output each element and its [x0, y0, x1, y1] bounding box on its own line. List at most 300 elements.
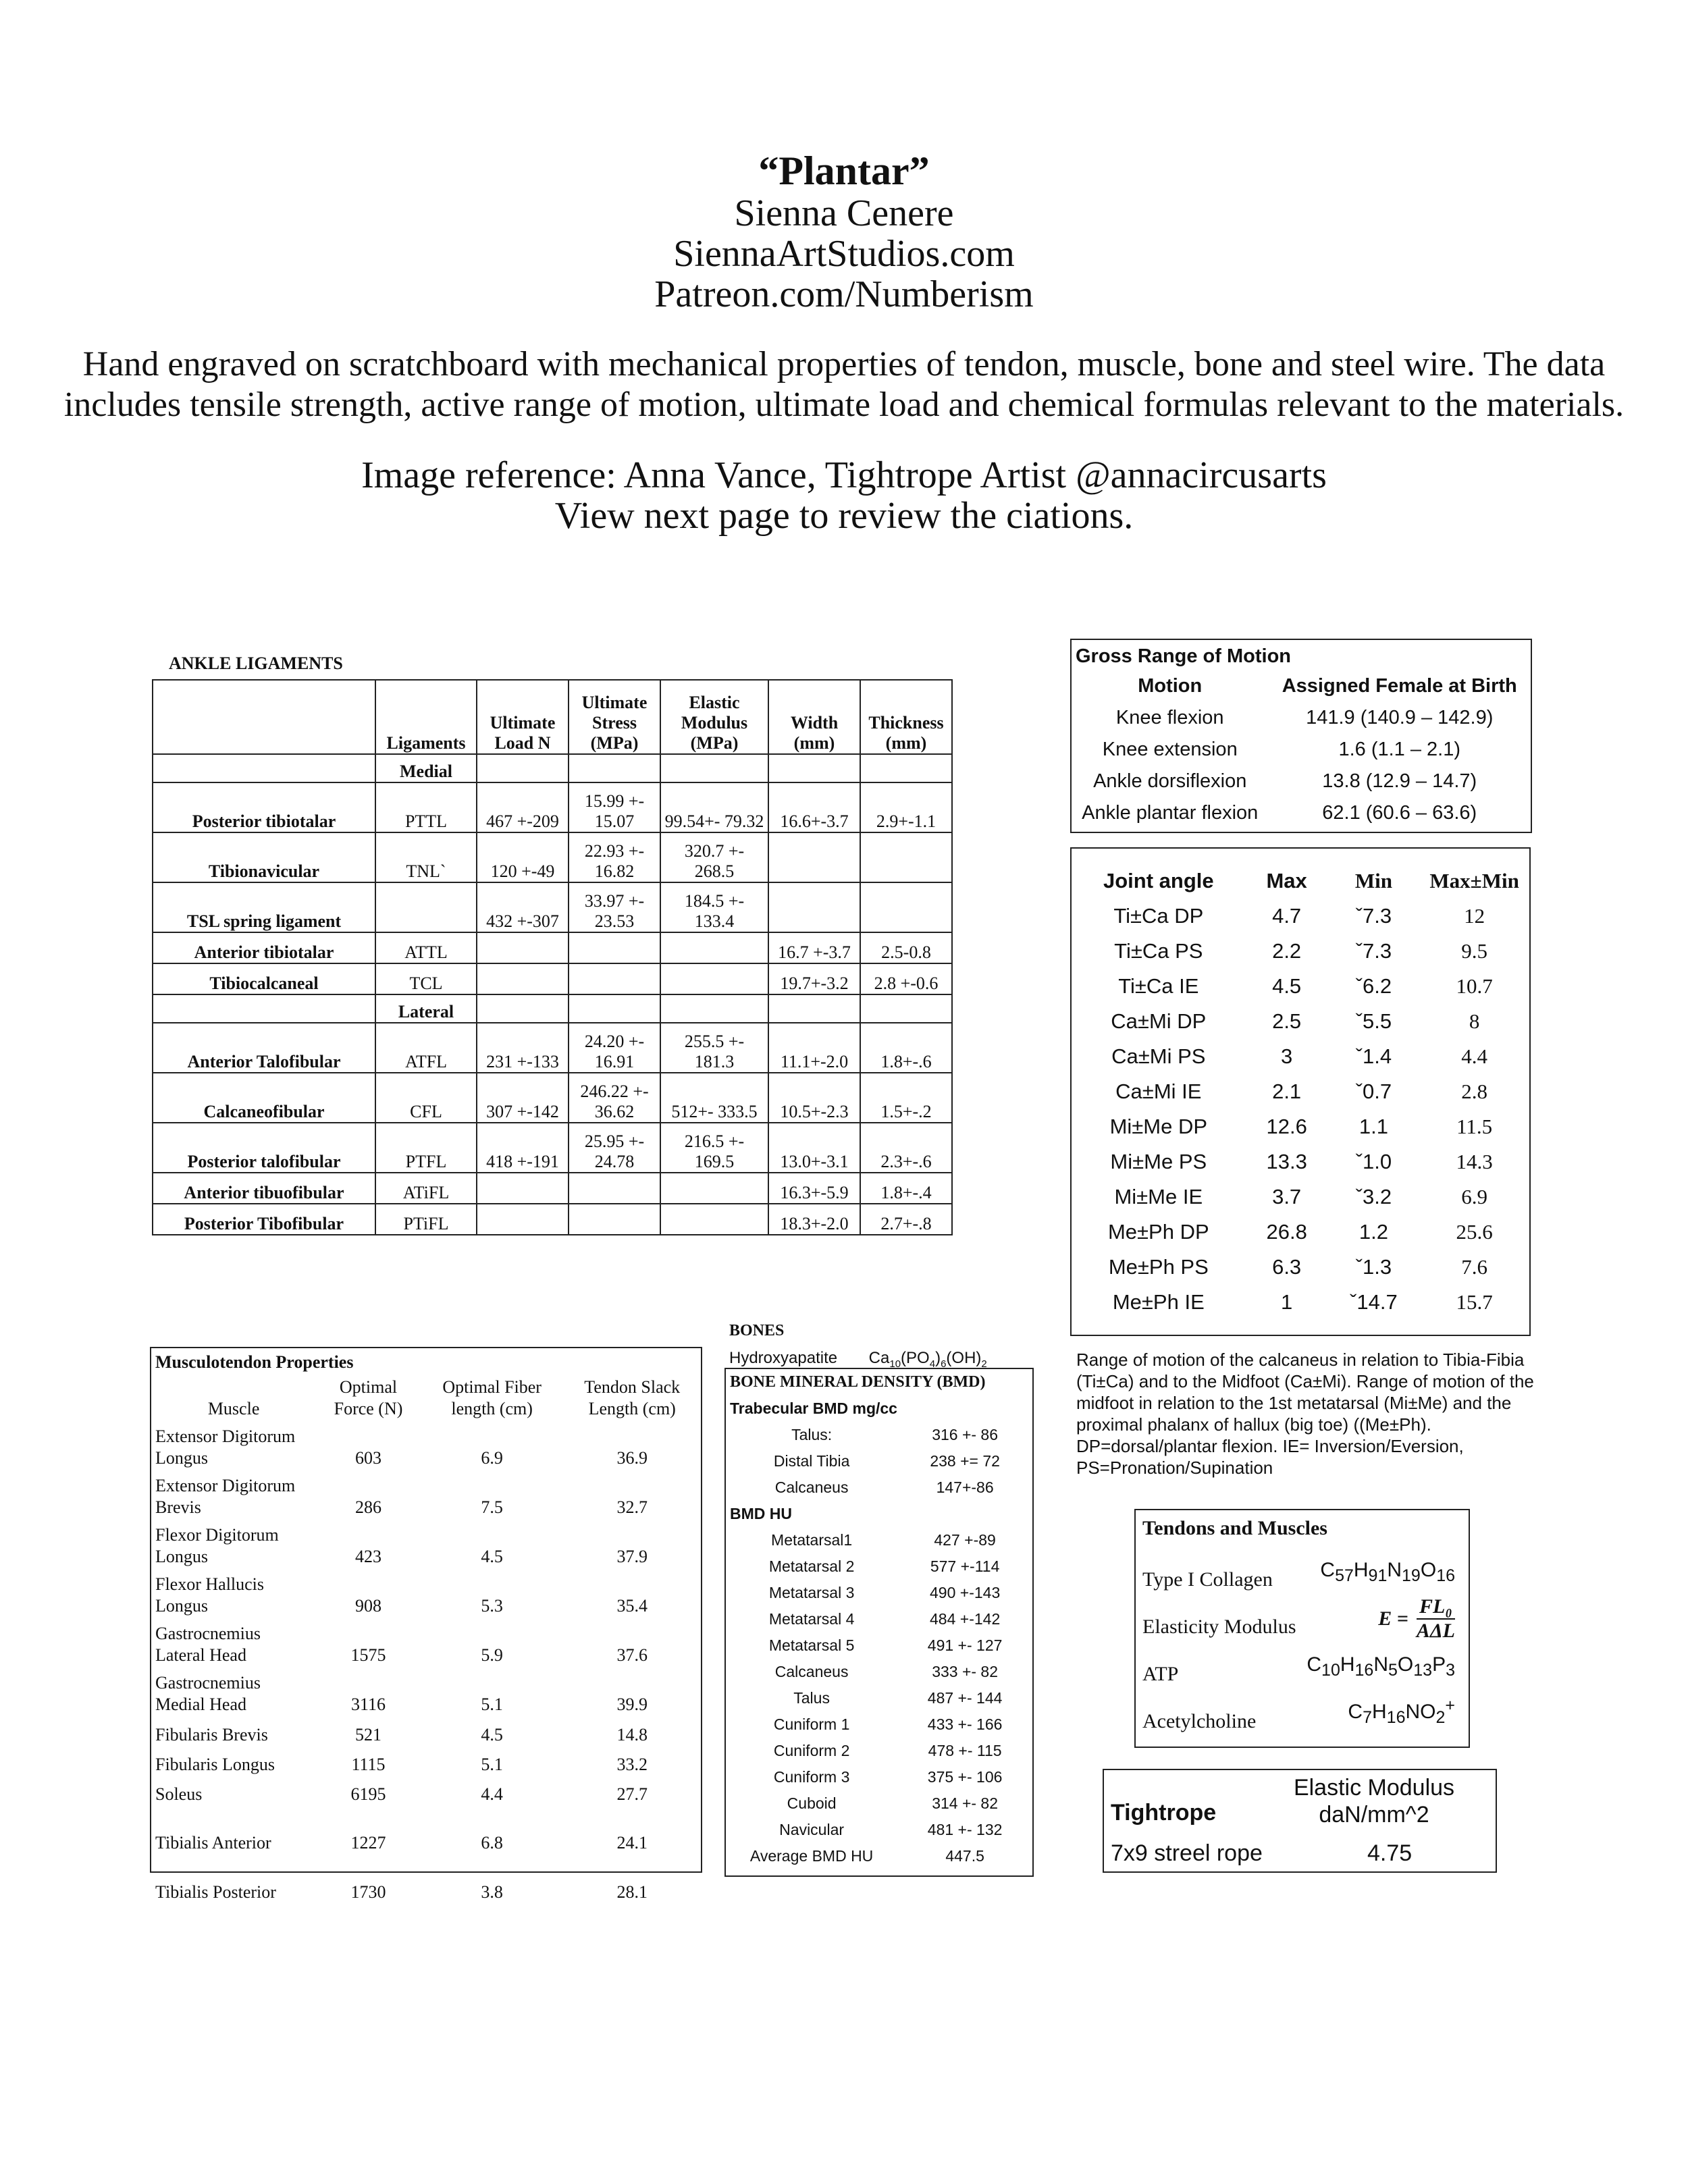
col-header: Motion: [1138, 675, 1203, 697]
motion-name: Ankle plantar flexion: [1082, 802, 1259, 824]
optimal-force: 1227: [350, 1833, 386, 1853]
motion-name: Ankle dorsiflexion: [1093, 770, 1247, 792]
page-title: “Plantar”: [758, 149, 930, 193]
ligament-modulus: 512+- 333.5: [660, 1073, 768, 1123]
joint-name: Ca±Mi IE: [1115, 1080, 1202, 1103]
ligament-load: [477, 963, 569, 994]
section-row: [153, 754, 952, 782]
joint-min: ˇ7.3: [1355, 904, 1392, 928]
joint-max: 4.5: [1272, 974, 1302, 998]
ligament-stress: 246.22 +- 36.62: [569, 1073, 660, 1123]
optimal-fiber-length: 7.5: [481, 1497, 503, 1517]
bone-value: 478 +- 115: [928, 1742, 1002, 1759]
joint-min: ˇ6.2: [1355, 974, 1392, 998]
joint-name: Ca±Mi DP: [1111, 1009, 1207, 1033]
joint-row: [1072, 1250, 1529, 1285]
atp-formula: $C_{10}H_{16}N_5O_{13}P_3$: [1307, 1653, 1455, 1680]
motion-value: 1.6 (1.1 – 2.1): [1338, 739, 1461, 760]
ligament-width: [768, 882, 860, 932]
optimal-force: 286: [355, 1497, 382, 1517]
ligament-row: [153, 832, 952, 882]
joint-max: 12.6: [1266, 1115, 1307, 1138]
tendon-slack-length: 37.9: [616, 1547, 648, 1566]
col-header: Assigned Female at Birth: [1282, 675, 1517, 697]
ligament-stress: [569, 1173, 660, 1204]
joint-row: [1072, 1285, 1529, 1320]
muscle-name: Flexor Hallucis Longus: [155, 1574, 265, 1616]
bone-value: 577 +-114: [930, 1557, 1000, 1575]
bones-label: BONES: [729, 1322, 785, 1339]
joint-row: [1072, 969, 1529, 1004]
bmd-row: [726, 1606, 1032, 1632]
ligament-thick: 2.8 +-0.6: [860, 963, 952, 994]
bone-name: Metatarsal 5: [768, 1636, 855, 1654]
ligament-stress: 22.93 +- 16.82: [569, 832, 660, 882]
muscle-name: Extensor Digitorum Longus: [155, 1427, 296, 1468]
musculotendon-title: Musculotendon Properties: [155, 1352, 354, 1372]
optimal-force: 1730: [350, 1882, 386, 1902]
bone-name: Average BMD HU: [749, 1847, 874, 1865]
ligament-abbr: TCL: [375, 963, 477, 994]
author: Sienna Cenere: [734, 192, 954, 234]
bmd-section-head: Trabecular BMD mg/cc: [730, 1400, 897, 1417]
ligament-thick: 1.8+-.6: [860, 1023, 952, 1073]
ligament-width: 16.6+-3.7: [768, 782, 860, 832]
optimal-fiber-length: 3.8: [481, 1882, 503, 1902]
col-header: Muscle: [207, 1399, 260, 1418]
ligament-load: 231 +-133: [477, 1023, 569, 1073]
ligament-load: 120 +-49: [477, 832, 569, 882]
motion-row: [1072, 702, 1531, 734]
ligament-stress: 25.95 +- 24.78: [569, 1123, 660, 1173]
ligament-name: Posterior tibiotalar: [153, 782, 375, 832]
bone-value: 487 +- 144: [927, 1689, 1003, 1707]
joint-range: 11.5: [1456, 1115, 1493, 1138]
ligament-row: [153, 1173, 952, 1204]
atp-label: ATP: [1142, 1663, 1179, 1685]
hydroxyapatite-label: Hydroxyapatite: [729, 1349, 838, 1367]
tightrope-box: [1103, 1769, 1497, 1873]
muscle-row: [151, 1775, 701, 1805]
bmd-title: BONE MINERAL DENSITY (BMD): [730, 1373, 986, 1391]
joint-max: 2.1: [1272, 1080, 1302, 1103]
col-header: Elastic Modulus (MPa): [660, 680, 768, 754]
bone-value: 433 +- 166: [927, 1715, 1003, 1733]
joint-min: ˇ5.5: [1355, 1009, 1392, 1033]
joint-angle-table: [1072, 863, 1529, 1320]
bone-value: 316 +- 86: [932, 1426, 999, 1443]
bmd-row: [726, 1474, 1032, 1501]
muscle-row: [151, 1568, 701, 1617]
bmd-row: [726, 1553, 1032, 1580]
ligament-thick: 1.5+-.2: [860, 1073, 952, 1123]
tendon-slack-length: 33.2: [616, 1755, 648, 1774]
ligament-row: [153, 1204, 952, 1235]
joint-min: 1.2: [1359, 1220, 1388, 1244]
ankle-ligaments-table: [152, 679, 953, 1235]
bone-name: Metatarsal 4: [768, 1610, 855, 1628]
bone-value: 484 +-142: [930, 1610, 1001, 1628]
bmd-section-head: BMD HU: [730, 1505, 792, 1522]
bmd-row: [726, 1422, 1032, 1448]
optimal-force: 6195: [350, 1784, 386, 1804]
joint-range: 4.4: [1461, 1044, 1487, 1068]
muscle-row: [151, 1745, 701, 1775]
joint-row: [1072, 1004, 1529, 1039]
ligament-stress: 15.99 +- 15.07: [569, 782, 660, 832]
optimal-fiber-length: 5.3: [481, 1596, 503, 1616]
muscle-row: [151, 1617, 701, 1666]
optimal-fiber-length: 5.1: [481, 1695, 503, 1714]
muscle-row: [151, 1420, 701, 1469]
joint-min: ˇ1.4: [1355, 1044, 1392, 1068]
bone-value: 333 +- 82: [932, 1663, 999, 1680]
joint-range: 14.3: [1456, 1150, 1493, 1173]
ligament-stress: 24.20 +- 16.91: [569, 1023, 660, 1073]
section-label: Lateral: [375, 994, 477, 1023]
ligament-row: [153, 1073, 952, 1123]
collagen-label: Type I Collagen: [1142, 1568, 1273, 1591]
hydroxyapatite-row: [729, 1349, 987, 1370]
joint-name: Ca±Mi PS: [1111, 1044, 1206, 1068]
ligament-modulus: [660, 963, 768, 994]
muscle-row: [151, 1666, 701, 1715]
bmd-section-row: [726, 1395, 1032, 1422]
ligament-thick: [860, 882, 952, 932]
optimal-force: 1115: [351, 1755, 386, 1774]
section-label: Medial: [375, 754, 477, 782]
ligament-stress: 33.97 +- 23.53: [569, 882, 660, 932]
tendon-slack-length: 27.7: [616, 1784, 648, 1804]
ligament-abbr: ATiFL: [375, 1173, 477, 1204]
next-page-note: View next page to review the ciations.: [554, 495, 1134, 537]
eq-lhs: E: [1378, 1607, 1392, 1630]
col-header: Ultimate Stress (MPa): [569, 680, 660, 754]
joint-max: 2.2: [1272, 939, 1302, 963]
ligament-name: Anterior tibiotalar: [153, 932, 375, 963]
bone-mineral-density-box: [724, 1368, 1034, 1877]
ligament-load: 418 +-191: [477, 1123, 569, 1173]
optimal-fiber-length: 6.8: [481, 1833, 503, 1853]
joint-row: [1072, 899, 1529, 934]
bmd-row: [726, 1790, 1032, 1817]
joint-max: 4.7: [1272, 904, 1302, 928]
bone-value: 491 +- 127: [927, 1636, 1003, 1654]
ligament-abbr: ATTL: [375, 932, 477, 963]
ligament-abbr: ATFL: [375, 1023, 477, 1073]
ligament-name: Posterior Tibofibular: [153, 1204, 375, 1235]
bone-name: Cuboid: [787, 1794, 837, 1812]
muscle-name: Gastrocnemius Lateral Head: [155, 1624, 261, 1665]
tightrope-material: 7x9 streel rope: [1111, 1840, 1263, 1866]
ligament-name: Anterior Talofibular: [153, 1023, 375, 1073]
bmd-row: [726, 1527, 1032, 1553]
joint-max: 1: [1281, 1290, 1293, 1314]
ankle-ligaments-label: ANKLE LIGAMENTS: [169, 654, 343, 673]
ligament-thick: 1.8+-.4: [860, 1173, 952, 1204]
col-header: Ultimate Load N: [477, 680, 569, 754]
tendon-slack-length: 35.4: [616, 1596, 648, 1616]
bmd-row: [726, 1843, 1032, 1869]
musculotendon-box: [150, 1347, 702, 1902]
ligament-row: [153, 1123, 952, 1173]
joint-min: ˇ1.0: [1355, 1150, 1392, 1173]
joint-row: [1072, 1215, 1529, 1250]
ligament-abbr: TNL`: [375, 832, 477, 882]
joint-min: ˇ7.3: [1355, 939, 1392, 963]
col-header: Max±Min: [1429, 869, 1519, 893]
joint-name: Me±Ph DP: [1107, 1220, 1209, 1244]
ligament-load: 432 +-307: [477, 882, 569, 932]
bone-value: 427 +-89: [934, 1531, 996, 1549]
acetylcholine-label: Acetylcholine: [1142, 1710, 1257, 1732]
bmd-row: [726, 1764, 1032, 1790]
ligament-row: [153, 782, 952, 832]
muscle-name: Extensor Digitorum Brevis: [155, 1476, 296, 1517]
ligament-abbr: PTiFL: [375, 1204, 477, 1235]
ligament-abbr: PTFL: [375, 1123, 477, 1173]
joint-range: 7.6: [1461, 1255, 1487, 1279]
joint-range: 25.6: [1456, 1220, 1493, 1244]
col-header: Max: [1266, 869, 1307, 893]
ligament-modulus: 184.5 +- 133.4: [660, 882, 768, 932]
ligament-modulus: [660, 1204, 768, 1235]
joint-name: Ti±Ca PS: [1114, 939, 1203, 963]
tendon-slack-length: 24.1: [616, 1833, 648, 1853]
ligament-load: 307 +-142: [477, 1073, 569, 1123]
motion-value: 62.1 (60.6 – 63.6): [1322, 802, 1477, 824]
bone-name: Navicular: [779, 1821, 845, 1838]
muscle-name: Fibularis Longus: [155, 1755, 275, 1774]
tendon-slack-length: 39.9: [616, 1695, 648, 1714]
optimal-fiber-length: 4.4: [481, 1784, 503, 1804]
tendon-slack-length: 14.8: [616, 1725, 648, 1744]
joint-range: 8: [1469, 1009, 1480, 1033]
optimal-fiber-length: 4.5: [481, 1547, 503, 1566]
bone-name: Metatarsal 3: [768, 1584, 855, 1601]
ligament-name: Calcaneofibular: [153, 1073, 375, 1123]
tightrope-modulus-header: Elastic Modulus daN/mm^2: [1293, 1775, 1455, 1828]
eq-numerator: FL₀: [1417, 1595, 1455, 1620]
bone-value: 238 += 72: [930, 1452, 1000, 1470]
ligament-modulus: [660, 1173, 768, 1204]
optimal-force: 423: [355, 1547, 382, 1566]
tendon-slack-length: 37.6: [616, 1645, 648, 1665]
ligament-name: Anterior tibuofibular: [153, 1173, 375, 1204]
tightrope-value: 4.75: [1367, 1840, 1413, 1866]
joint-angle-box: [1070, 847, 1531, 1336]
col-header: [153, 680, 375, 754]
joint-name: Mi±Me IE: [1114, 1185, 1203, 1208]
tendon-slack-length: 36.9: [616, 1448, 648, 1468]
joint-row: [1072, 934, 1529, 969]
joint-name: Me±Ph PS: [1108, 1255, 1209, 1279]
ligament-width: 11.1+-2.0: [768, 1023, 860, 1073]
muscle-row: [151, 1854, 701, 1903]
motion-row: [1072, 797, 1531, 829]
joint-range: 9.5: [1461, 939, 1487, 963]
col-header: Optimal Fiber length (cm): [442, 1377, 542, 1418]
muscle-name: Gastrocnemius Medial Head: [155, 1673, 261, 1714]
ligament-width: 19.7+-3.2: [768, 963, 860, 994]
col-header: Joint angle: [1103, 869, 1214, 893]
motion-name: Knee extension: [1102, 739, 1238, 760]
muscle-name: Tibialis Anterior: [155, 1833, 271, 1853]
col-header: Ligaments: [375, 680, 477, 754]
joint-range: 2.8: [1461, 1080, 1487, 1103]
muscle-name: Tibialis Posterior: [155, 1882, 276, 1902]
joint-name: Mi±Me PS: [1110, 1150, 1207, 1173]
bone-name: Distal Tibia: [773, 1452, 850, 1470]
joint-row: [1072, 1179, 1529, 1215]
bone-name: Cuniform 3: [773, 1768, 850, 1786]
motion-value: 13.8 (12.9 – 14.7): [1322, 770, 1477, 792]
col-header: Optimal Force (N): [334, 1377, 403, 1418]
ligament-row: [153, 882, 952, 932]
joint-range: 10.7: [1456, 974, 1493, 998]
joint-min: 1.1: [1359, 1115, 1388, 1138]
collagen-row: [1136, 1552, 1469, 1599]
ligament-load: [477, 1204, 569, 1235]
bone-name: Cuniform 1: [773, 1715, 850, 1733]
ligament-thick: 2.3+-.6: [860, 1123, 952, 1173]
joint-row: [1072, 1109, 1529, 1144]
bone-value: 481 +- 132: [927, 1821, 1003, 1838]
ligament-name: TSL spring ligament: [153, 882, 375, 932]
motion-name: Knee flexion: [1115, 707, 1224, 728]
ligament-modulus: 320.7 +- 268.5: [660, 832, 768, 882]
ligament-modulus: 255.5 +- 181.3: [660, 1023, 768, 1073]
joint-angle-caption: Range of motion of the calcaneus in relation to Tibia-Fibia (Ti±Ca) and to the Midfoot (Ca±Mi). Range of motion of the midfoot in relation to the 1st metatarsal (Mi±Me) and the proximal phalanx of hallux (big toe) ((Me±Ph). DP=dorsal/plantar flexion. IE= Inversion/Eversion, PS=Pronation/Supination: [1076, 1350, 1534, 1478]
ligament-thick: 2.7+-.8: [860, 1204, 952, 1235]
motion-row: [1072, 734, 1531, 766]
joint-max: 26.8: [1266, 1220, 1307, 1244]
atp-row: [1136, 1647, 1469, 1694]
tendon-slack-length: 32.7: [616, 1497, 648, 1517]
ligament-row: [153, 963, 952, 994]
ligament-load: [477, 1173, 569, 1204]
optimal-fiber-length: 5.9: [481, 1645, 503, 1665]
motion-value: 141.9 (140.9 – 142.9): [1306, 707, 1494, 728]
joint-range: 6.9: [1461, 1185, 1487, 1208]
bmd-row: [726, 1817, 1032, 1843]
hydroxyapatite-formula: $Ca_{10}(PO_4)_6(OH)_2$: [868, 1349, 987, 1370]
bone-name: Calcaneus: [774, 1479, 849, 1496]
ligament-thick: 2.5-0.8: [860, 932, 952, 963]
bmd-table: [726, 1395, 1032, 1869]
joint-range: 12: [1464, 904, 1485, 928]
acetylcholine-formula: $C_7H_{16}NO_2^+$: [1348, 1696, 1455, 1727]
col-header: Tendon Slack Length (cm): [584, 1377, 681, 1418]
col-header: Width (mm): [768, 680, 860, 754]
joint-name: Ti±Ca DP: [1113, 904, 1204, 928]
joint-max: 3.7: [1272, 1185, 1302, 1208]
ligament-load: [477, 932, 569, 963]
ligament-stress: [569, 963, 660, 994]
gross-rom-table: [1072, 670, 1531, 829]
ligament-thick: [860, 832, 952, 882]
ligament-width: 18.3+-2.0: [768, 1204, 860, 1235]
optimal-fiber-length: 6.9: [481, 1448, 503, 1468]
joint-min: ˇ0.7: [1355, 1080, 1392, 1103]
col-header: Thickness (mm): [860, 680, 952, 754]
bone-value: 314 +- 82: [932, 1794, 999, 1812]
bone-name: Cuniform 2: [773, 1742, 850, 1759]
muscle-row: [151, 1518, 701, 1568]
optimal-force: 3116: [350, 1695, 386, 1714]
patreon: Patreon.com/Numberism: [654, 273, 1034, 315]
optimal-force: 1575: [350, 1645, 386, 1665]
joint-min: ˇ1.3: [1355, 1255, 1392, 1279]
ligament-stress: [569, 932, 660, 963]
ligament-width: 13.0+-3.1: [768, 1123, 860, 1173]
joint-name: Me±Ph IE: [1112, 1290, 1205, 1314]
bone-value: 375 +- 106: [927, 1768, 1003, 1786]
tendon-slack-length: 28.1: [616, 1882, 648, 1902]
elasticity-label: Elasticity Modulus: [1142, 1616, 1296, 1638]
description: Hand engraved on scratchboard with mechanical properties of tendon, muscle, bone and steel wire. The data includes tensile strength, active range of motion, ultimate load and chemical formulas relevant to the materials.: [63, 345, 1625, 424]
muscle-row: [151, 1469, 701, 1518]
joint-max: 2.5: [1272, 1009, 1302, 1033]
collagen-formula: $C_{57}H_{91}N_{19}O_{16}$: [1320, 1559, 1455, 1585]
joint-max: 3: [1281, 1044, 1293, 1068]
acetylcholine-row: [1136, 1694, 1469, 1741]
ligament-width: 10.5+-2.3: [768, 1073, 860, 1123]
bmd-row: [726, 1659, 1032, 1685]
muscle-row: [151, 1805, 701, 1854]
bone-value: 490 +-143: [930, 1584, 1001, 1601]
bmd-row: [726, 1448, 1032, 1474]
bone-value: 147+-86: [936, 1479, 994, 1496]
ligament-abbr: PTTL: [375, 782, 477, 832]
optimal-force: 603: [355, 1448, 382, 1468]
bone-value: 447.5: [945, 1847, 984, 1865]
ligament-abbr: [375, 882, 477, 932]
tendons-title: Tendons and Muscles: [1142, 1517, 1327, 1539]
gross-range-of-motion: [1070, 639, 1532, 833]
muscle-name: Soleus: [155, 1784, 203, 1804]
ligament-load: 467 +-209: [477, 782, 569, 832]
joint-min: ˇ3.2: [1355, 1185, 1392, 1208]
optimal-force: 908: [355, 1596, 382, 1616]
joint-name: Mi±Me DP: [1109, 1115, 1208, 1138]
joint-range: 15.7: [1456, 1290, 1493, 1314]
bmd-row: [726, 1685, 1032, 1711]
optimal-fiber-length: 5.1: [481, 1755, 503, 1774]
musculotendon-table: [151, 1377, 701, 1903]
optimal-fiber-length: 4.5: [481, 1725, 503, 1744]
bone-name: Calcaneus: [774, 1663, 849, 1680]
header: [0, 149, 1688, 536]
tightrope-label: Tightrope: [1111, 1800, 1217, 1826]
ligament-modulus: [660, 932, 768, 963]
bone-name: Talus: [793, 1689, 830, 1707]
joint-name: Ti±Ca IE: [1118, 974, 1199, 998]
image-reference: Image reference: Anna Vance, Tightrope Artist @annacircusarts: [361, 454, 1327, 496]
ligament-name: Tibiocalcaneal: [153, 963, 375, 994]
elasticity-row: [1136, 1595, 1469, 1647]
motion-row: [1072, 766, 1531, 797]
gross-rom-title: Gross Range of Motion: [1076, 645, 1291, 667]
tendons-muscles-box: [1134, 1509, 1470, 1748]
ligament-abbr: CFL: [375, 1073, 477, 1123]
joint-max: 6.3: [1272, 1255, 1302, 1279]
bmd-section-row: [726, 1501, 1032, 1527]
ligament-thick: 2.9+-1.1: [860, 782, 952, 832]
bone-name: Metatarsal1: [771, 1531, 853, 1549]
bmd-row: [726, 1738, 1032, 1764]
section-row: [153, 994, 952, 1023]
